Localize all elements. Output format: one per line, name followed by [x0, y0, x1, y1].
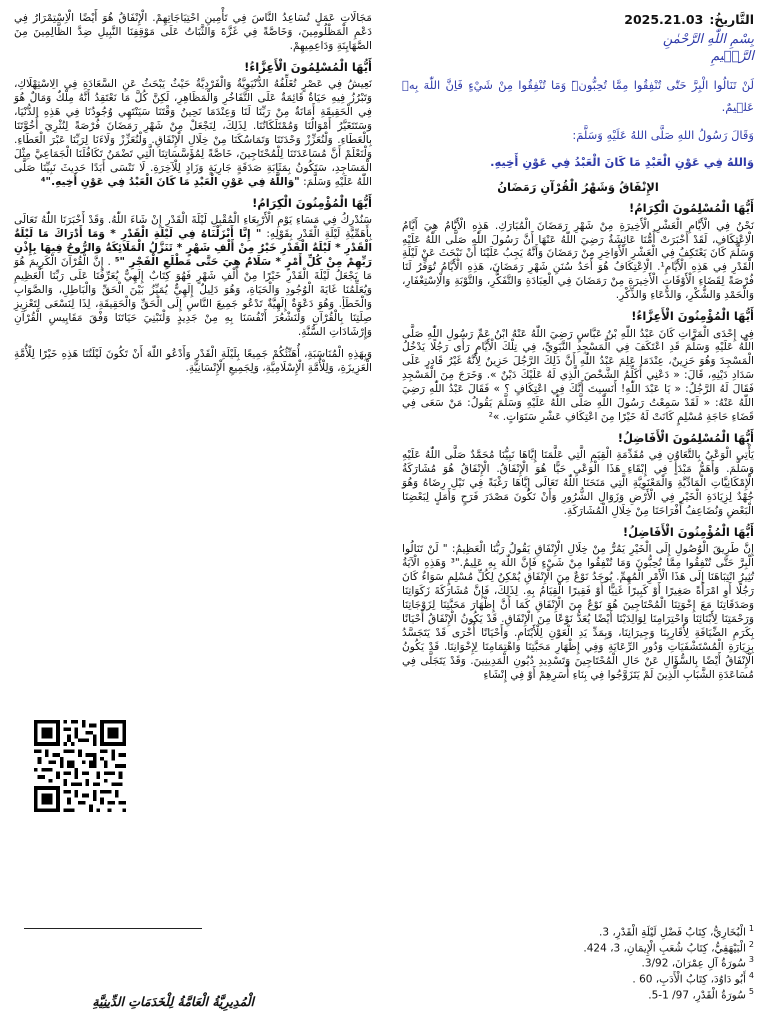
left-column [14, 12, 372, 382]
paragraph-text: نَعِيشُ فِي عَصْرٍ تُغَلِّفُهُ الدُّنْيَوِيَّةُ وَالْفَرْدِيَّةُ حَيْثُ يَبْحَثُ عَنِ السَّعَادَةِ فِي الِاسْتِهْلَاكِ، وَتَبْرُزُ فِيهِ حَيَاةٌ قَائِمَةٌ عَلَى التَّفَاخُرِ وَالْمَظَاهِرِ، لَكِنَّ كُلَّ مَا نَعْتَقِدُ أَنَّهُ مِلْكٌ وَمَالٌ هُوَ فِي الْحَقِيقَةِ أَمَانَةٌ مِنْ رَبِّنَا لَنَا وَعِنْدَمَا نَحِينُ وَقْتَنَا سَيَنْتَهِي وُجُودُنَا فِي هَذِهِ الدُّنْيَا، وَسَتَتَغَيَّرُ أَمْوَالُنَا وَمُمْتَلَكَاتُنَا. لِذَلِكَ، لِنَجْعَلْ مِنْ شَهْرِ رَمَضَانَ فُرْصَةً لِنُثْرِيَ أُخُوَّتَنَا بِالْعَطَاءِ. وَلْنُعَزِّزْ وَحْدَتَنَا وَتَمَاسُكَنَا مِنْ خِلَالِ الْإِنْفَاقِ. وَلْنُعَزِّزْ وَلَاءَنَا لِرَبِّنَا عَبْرَ الْعَطَاءِ. وَلْنَعْلَمْ أَنَّ مُسَاعَدَتَنَا لِلْمُحْتَاجِينَ، خَاصَّةً لِمُؤَسَّسَاتِنَا الَّتِي تَضْمَنُ تَكَافُلَنَا الْجَمَاعِيَّ مِثْلَ الْمَسَاجِدِ، سَتَكُونُ بِمَثَابَةِ صَدَقَةٍ جَارِيَةٍ وَزَادٍ لِلْآخِرَةِ. لَا نَنْسَى أَبَدًا حَدِيثَ نَبِيِّنَا صَلَّى اللّٰهُ عَلَيْهِ وَسَلَّمَ: [14, 78, 372, 188]
footnote-text: أَبُو دَاوُدَ، كِتَابُ الْأَدَبِ، 60 . [632, 973, 746, 986]
section-heading: أَيُّهَا الْمُؤْمِنُونَ الْأَعِزَّاءُ! [631, 309, 754, 324]
qr-code-graphic [34, 720, 126, 812]
qr-code-icon[interactable] [34, 720, 126, 812]
surah-qadr-quote: " إِنَّا أَنْزَلْنَاهُ فِي لَيْلَةِ الْقَدْرِ * وَمَا أَدْرَاكَ مَا لَيْلَةُ الْقَدْرِ * لَيْلَةُ الْقَدْرِ خَيْرٌ مِنْ أَلْفِ شَهْرٍ * تَنَزَّلُ الْمَلَائِكَةُ وَالرُّوحُ فِيهَا بِإِذْنِ رَبِّهِمْ مِنْ كُلِّ أَمْرٍ * سَلَامٌ هِيَ حَتَّى مَطْلَعِ الْفَجْرِ "⁵ [14, 227, 372, 268]
paragraph: إِنَّ طَرِيقَ الْوُصُولِ إِلَى الْخَيْرِ يَمُرُّ مِنْ خِلَالِ الْإِنْفَاقِ يَقُولُ رَبُّنَا الْعَظِيمُ: " لَنْ تَنَالُوا الْبِرَّ حَتَّى تُنْفِقُوا مِمَّا تُحِبُّونَ وَمَا تُنْفِقُوا مِنْ شَيْءٍ فَإِنَّ اللّٰهَ بِهِ عَلِيمٌ."³ وَهَذِهِ الْآيَةُ تُثِيرُ انْتِبَاهَنَا إِلَى هَذَا الْأَمْرِ الْمُهِمِّ. يُوجَدُ نَوْعٌ مِنَ الْإِنْفَاقِ يُمْكِنُ لِكُلِّ مُسْلِمٍ سَوَاءٌ كَانَ رَجُلًا أَوِ امْرَأَةً صَغِيرًا أَوْ كَبِيرًا غَنِيًّا أَوْ فَقِيرًا الْقِيَامُ بِهِ. لِذَلِكَ، فَإِنَّ مُشَارَكَةَ زَكَوَاتِنَا وَصَدَقَاتِنَا مَعَ إِخْوَتِنَا الْمُحْتَاجِينَ هُوَ نَوْعٌ مِنَ الْإِنْفَاقِ كَمَا أَنَّ إِظْهَارَ مَحَبَّتِنَا لِزَوْجَاتِنَا وَرَحْمَتِنَا لِأَبْنَائِنَا وَاحْتِرَامِنَا لِوَالِدَيْنَا أَيْضًا يُعَدُّ نَوْعًا مِنَ الْإِنْفَاقِ. قَدْ يَكُونُ الْإِنْفَاقُ أَحْيَانًا بِكَرَمِ الضِّيَافَةِ لِأَقَارِبِنَا وَجِيرَانِنَا، وَبِمَدِّ يَدِ الْعَوْنِ لِلْأَيْتَامِ. وَأَحْيَانًا أُخْرَى قَدْ يَتَجَسَّدُ بِزِيَارَةِ الْمُسْتَشْفَيَاتِ وَدُورِ الرِّعَايَةِ وَفِي إِظْهَارِ مَحَبَّتِنَا وَاهْتِمَامِنَا لِإِخْوَانِنَا. قَدْ يَكُونُ الْإِنْفَاقُ أَيْضًا بِالسُّؤَالِ عَنْ حَالِ الْمُحْتَاجِينَ وَتَسْدِيدِ دُيُونِ الْمَدِينِينَ. وَقَدْ يَتَجَلَّى فِي مُسَاعَدَةِ الشَّبَابِ الَّذِينَ لَمْ يَتَزَوَّجُوا فِي بِنَاءِ أُسَرِهِمْ أَوْ فِي إِنْشَاءِ [402, 543, 754, 682]
section-heading: أَيُّهَا الْمُسْلِمُونَ الْأَعِزَّاءُ! [244, 59, 372, 74]
footnote-number: 1 [748, 924, 754, 933]
signature: الْمُدِيرِيَّةُ الْعَامَّةُ لِلْخَدَمَاتِ الدِّينِيَّةِ [92, 994, 254, 1009]
hadith-quote: "وَاللَّهُ فِي عَوْنِ الْعَبْدِ مَا كَانَ الْعَبْدُ فِي عَوْنِ أَخِيهِ."⁴ [40, 175, 300, 188]
footnote-divider [24, 928, 202, 929]
section-heading: أَيُّهَا الْمُسْلِمُونَ الْكِرَامُ! [629, 201, 754, 216]
footnote-item [454, 987, 754, 1003]
date-row [402, 12, 754, 29]
footnote-item [454, 924, 754, 940]
section-heading: أَيُّهَا الْمُؤْمِنُونَ الْكِرَامُ! [252, 195, 372, 210]
footnote-item [454, 971, 754, 987]
paragraph: نَحْنُ فِي الْأَيَّامِ الْعَشْرِ الْأَخِيرَةِ مِنْ شَهْرِ رَمَضَانَ الْمُبَارَكِ. هَذِهِ الْأَيَّامُ هِيَ أَيَّامُ الْاِعْتِكَافِ، لَقَدْ أَخْبَرَتْ أُمُّنَا عَائِشَةُ رَضِيَ اللّٰهُ عَنْهَا أَنَّ رَسُولَ اللّٰهِ صَلَّى اللّٰهُ عَلَيْهِ وَسَلَّمَ كَانَ يَعْتَكِفُ فِي الْعَشْرِ الْأَوَاخِرِ مِنْ رَمَضَانَ وَأَنَّهُ يَجِبُ عَلَيْنَا أَنْ نَبْحَثَ عَنْ لَيْلَةِ الْقَدْرِ فِي هَذِهِ الْأَيَّامِ¹. الْاِعْتِكَافُ هُوَ أَحَدُ سُنَنِ شَهْرِ رَمَضَانَ، هَذِهِ الْأَيَّامُ تُوَفِّرُ لَنَا فُرْصَةً لِقَضَاءِ الْأَوْقَاتِ الْأَخِيرَةِ مِنْ رَمَضَانَ فِي الْعِبَادَةِ وَالتَّفَكُّرِ، وَالتَّوْبَةِ وَالْاِسْتِغْفَارِ، وَالْحَمْدِ وَالشُّكْرِ، وَالدُّعَاءِ وَالذِّكْرِ. [402, 219, 755, 302]
opening-hadith: وَاللهُ فِي عَوْنِ الْعَبْدِ مَا كَانَ الْعَبْدُ فِي عَوْنِ أَخِيهِ. [490, 155, 754, 170]
paragraph: فِي إِحْدَى الْمَرَّاتِ كَانَ عَبْدُ اللّٰهِ بْنُ عَبَّاسٍ رَضِيَ اللّٰهُ عَنْهُ ابْنُ عَمِّ رَسُولِ اللّٰهِ صَلَّى اللّٰهُ عَلَيْهِ وَسَلَّمَ قَدِ اعْتَكَفَ فِي الْمَسْجِدِ النَّبَوِيِّ، فِي تِلْكَ الْأَيَّامِ رَأَى رَجُلًا يَدْخُلُ الْمَسْجِدَ وَهُوَ حَزِينٌ، عِنْدَمَا عَلِمَ عَبْدُ اللّٰهِ أَنَّ ذَلِكَ الرَّجُلَ حَزِينٌ لِأَنَّهُ غَيْرُ قَادِرٍ عَلَى سَدَادِ دَيْنِهِ، قَالَ: « دَعْنِي أُكَلِّمُ الشَّخْصَ الَّذِي لَهُ عَلَيْكَ دَيْنٌ ». وَخَرَجَ مِنَ الْمَسْجِدِ فَقَالَ لَهُ الرَّجُلُ: « يَا عَبْدَ اللّٰهِ! أَنَسِيتَ أَنَّكَ فِي اعْتِكَافٍ ؟ » فَقَالَ عَبْدُ اللّٰهِ رَضِيَ اللّٰهُ عَنْهُ: « لَقَدْ سَمِعْتُ رَسُولَ اللّٰهِ صَلَّى اللّٰهُ عَلَيْهِ وَسَلَّمَ يَقُولُ: مَنْ سَعَى فِي قَضَاءِ حَاجَةِ مُسْلِمٍ كَانَتْ لَهُ خَيْرًا مِنَ اعْتِكَافِ عَشْرِ سَنَوَاتٍ. »² [402, 327, 754, 424]
paragraph [14, 214, 372, 340]
paragraph: وَبِهَذِهِ الْمُنَاسَبَةِ، أُهَنِّئُكُمْ جَمِيعًا بِلَيْلَةِ الْقَدْرِ وَأَدْعُو اللّٰهَ أَنْ تَكُونَ لَيْلَتُنَا هَذِهِ خَيْرًا لِلْأُمَّةِ الْعَزِيزَةِ، وَلِلْأُمَّةِ الْإِسْلَامِيَّةِ، وَلِجَمِيعِ الْإِنْسَانِيَّةِ. [14, 347, 372, 374]
footnote-number: 3 [748, 955, 754, 965]
footnote-text: الْبَيْهَقِيُّ، كِتَابُ شُعَبِ الْإِيمَانِ، 3، 424. [583, 942, 746, 955]
hadith-intro: وَقَالَ رَسُولُ اللهِ صَلَّى اللهُ عَلَيْهِ وَسَلَّمَ: [572, 127, 754, 142]
footnote-text: سُورَةُ آلِ عِمْرَانَ، 3/92. [641, 957, 746, 970]
footnote-number: 2 [748, 939, 754, 949]
sermon-title: الإِنْفَاقُ وَشَهْرُ الْقُرْآنِ رَمَضَانُ [497, 180, 659, 195]
footnote-item [454, 940, 754, 956]
paragraph [14, 78, 372, 190]
footnote-item [454, 955, 754, 971]
date-label: التَّاريخُ: [709, 12, 754, 27]
footnote-text: الْبُخَارِيُّ، كِتَابُ فَضْلِ لَيْلَةِ الْقَدْرِ، 3. [599, 926, 746, 939]
section-heading: أَيُّهَا الْمُسْلِمُونَ الْأَفَاضِلُ! [617, 431, 754, 446]
right-column [402, 12, 754, 689]
paragraph-text: سَنُدْرِكُ فِي مَسَاءِ يَوْمِ الْأَرْبِعَاءِ الْمُقْبِلِ لَيْلَةَ الْقَدْرِ إِنْ شَاءَ اللّٰهُ. وَقَدْ أَخْبَرَنَا اللّٰهُ تَعَالَى بِأَهَمِّيَّةِ لَيْلَةِ الْقَدْرِ بِقَوْلِهِ: [14, 214, 372, 240]
footnotes-list [454, 924, 754, 1002]
section-heading: أَيُّهَا الْمُؤْمِنُونَ الْأَفَاضِلُ! [622, 525, 754, 540]
paragraph-text: . إِنَّ الْقُرْآنَ الْكَرِيمَ هُوَ مَا يَجْعَلُ لَيْلَةَ الْقَدْرِ خَيْرًا مِنْ أَلْفِ شَهْرٍ فَهُوَ كِتَابٌ إِلَهِيٌّ يُعَرِّفُنَا عَلَى رَبِّنَا الْعَظِيمِ وَيُعَلِّمُنَا غَايَةَ الْوُجُودِ وَالْحَيَاةِ، وَهُوَ دَلِيلٌ إِلَهِيٌّ يُمَيِّزُ بَيْنَ الْحَقِّ وَالْبَاطِلِ، وَالصَّوَابِ وَالْخَطَأِ. وَهُوَ دَعْوَةٌ إِلَهِيَّةٌ تَدْعُو جَمِيعَ النَّاسِ إِلَى الْحَقِّ وَالْحَقِيقَةِ، لِذَا لِنَسْعَى لِتَعْزِيزِ صِلَتِنَا بِالْقُرْآنِ وَلْنَشْعُرَ أَنْفُسَنَا بِهِ مِنْ جَدِيدٍ وَلْنَبْنِيَ حَيَاتَنَا وَفْقَ مَقَايِيسِ الْقُرْآنِ وَإِرْشَادَاتِ السُّنَّةِ. [14, 255, 372, 338]
basmala: بِسْمِ اللّٰهِ الرَّحْمٰنِ الرَّح۪يمِ [662, 31, 754, 64]
footnote-text: سُورَةُ الْقَدْرِ، 97/ 1-5. [648, 989, 746, 1002]
footnote-number: 5 [748, 986, 754, 996]
paragraph: مَجَالَاتِ عَمَلٍ تُسَاعِدُ النَّاسَ فِي تَأْمِينِ احْتِيَاجَاتِهِمْ. الْإِنْفَاقُ هُوَ أَيْضًا الْاِسْتِمْرَارُ فِي دَعْمِ الْمَظْلُومِينَ، وَخَاصَّةً فِي غَزَّةَ وَالثَّبَاتُ عَلَى مَوْقِفِنَا النَّبِيلِ ضِدَّ الظَّالِمِينَ مِنَ الصَّهَايِنَةِ وَدَاعِمِيهِمْ. [14, 12, 372, 52]
footnote-number: 4 [748, 971, 754, 981]
paragraph: يَأْتِي الْوَعْيُ بِالتَّعَاوُنِ فِي مُقَدِّمَةِ الْقِيَمِ الَّتِي عَلَّمَنَا إِيَّاهَا نَبِيُّنَا مُحَمَّدٌ صَلَّى اللّٰهُ عَلَيْهِ وَسَلَّمَ. وَأَهَمُّ مَبْدَأٍ فِي إِبْقَاءِ هَذَا الْوَعْيِ حَيًّا هُوَ الْإِنْفَاقُ. الْإِنْفَاقُ هُوَ مُشَارَكَةُ الْإِمْكَانِيَّاتِ الْمَادِّيَّةِ وَالْمَعْنَوِيَّةِ الَّتِي مَنَحَنَا اللّٰهُ تَعَالَى إِيَّاهَا رَغْبَةً فِي نَيْلِ رِضَاهُ وَهُوَ جُهْدٌ لِزِيَادَةِ الْخَيْرِ فِي الْأَرْضِ وَزَوَالِ الشُّرُورِ وَأَنْ نَكُونَ مَصْدَرَ فَرَحٍ وَأَمَلٍ لِبَعْضِنَا الْبَعْضِ وَنُضَاعِفُ أَفْرَاحَنَا مِنْ خِلَالِ الْمُشَارَكَةِ. [402, 449, 754, 518]
date-value: 2025.21.03 [624, 12, 704, 27]
opening-ayah: لَنْ تَنَالُوا الْبِرَّ حَتّٰى تُنْفِقُوا مِمَّا تُحِبُّونَۜ وَمَا تُنْفِقُوا مِنْ شَيْءٍ فَاِنَّ اللّٰهَ بِه۪ عَل۪يمٌ. [402, 77, 754, 114]
